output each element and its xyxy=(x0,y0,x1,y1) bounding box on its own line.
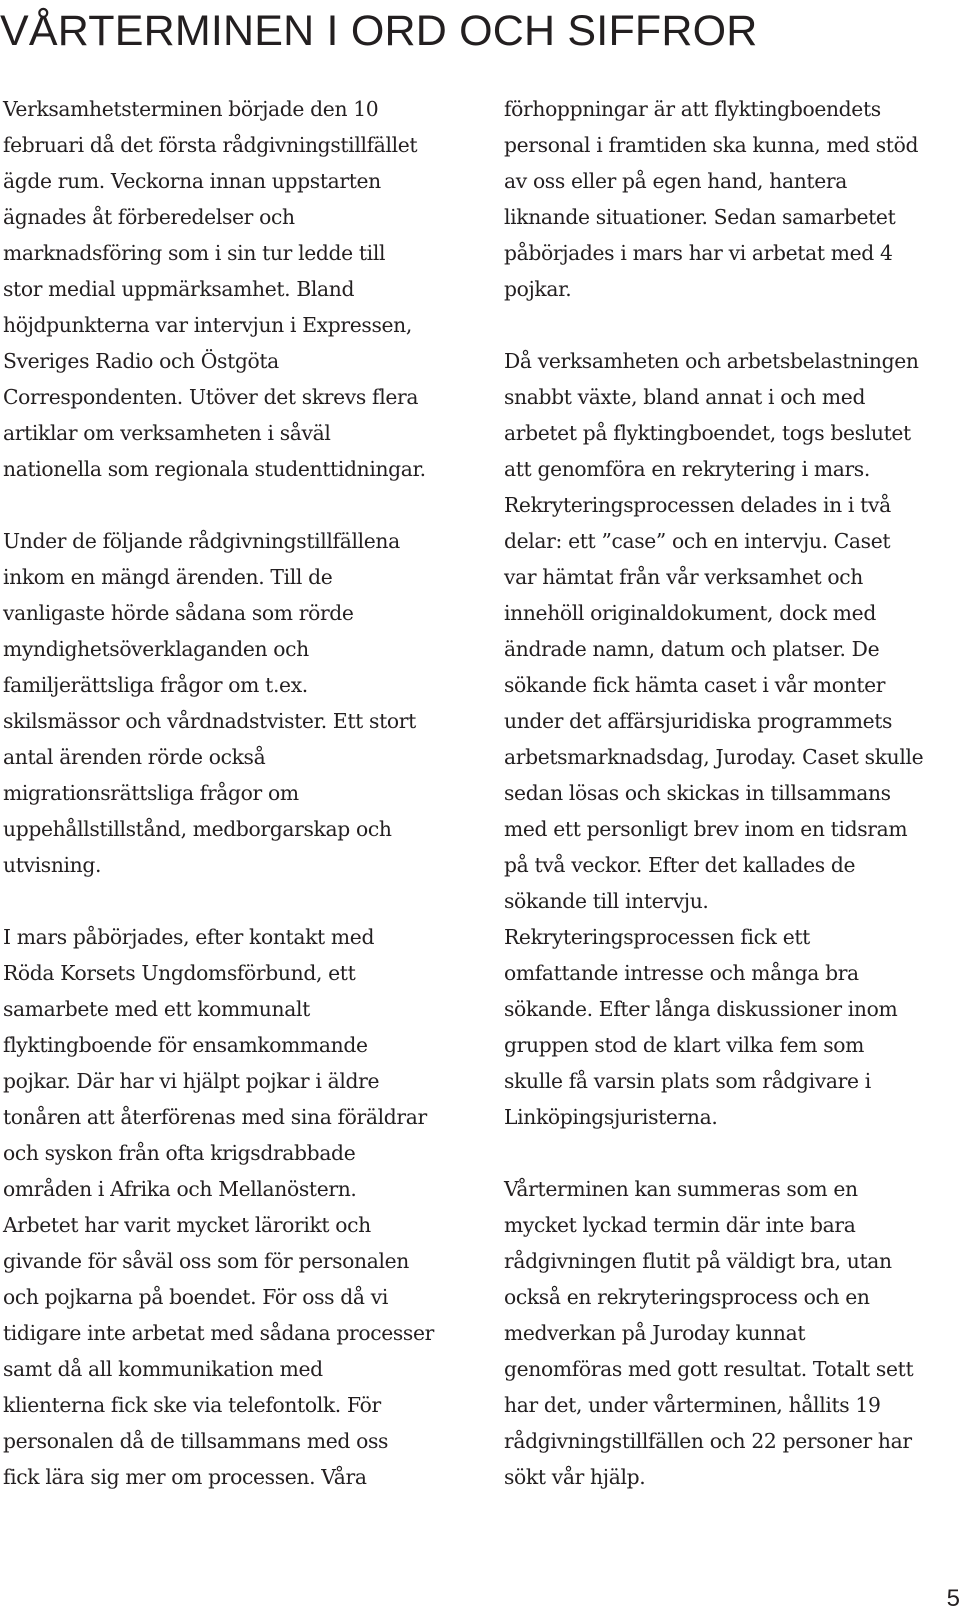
text-line: utvisning. xyxy=(3,853,102,877)
text-line: medverkan på Juroday kunnat xyxy=(504,1321,806,1345)
text-line: Correspondenten. Utöver det skrevs flera xyxy=(3,385,419,409)
text-line: Rekryteringsprocessen delades in i två xyxy=(504,493,891,517)
text-line: av oss eller på egen hand, hantera xyxy=(504,169,847,193)
text-line: arbetsmarknadsdag, Juroday. Caset skulle xyxy=(504,745,924,769)
text-line: samarbete med ett kommunalt xyxy=(3,997,310,1021)
text-line: februari då det första rådgivningstillfället xyxy=(3,133,418,157)
text-line: skilsmässor och vårdnadstvister. Ett stort xyxy=(3,709,416,733)
text-line: innehöll originaldokument, dock med xyxy=(504,601,876,625)
paragraph xyxy=(504,1171,960,1495)
text-line: på två veckor. Efter det kallades de xyxy=(504,853,856,877)
text-line: påbörjades i mars har vi arbetat med 4 xyxy=(504,241,893,265)
text-line: sökt vår hjälp. xyxy=(504,1465,646,1489)
text-line: flyktingboende för ensamkommande xyxy=(3,1033,368,1057)
text-line: tidigare inte arbetat med sådana processer xyxy=(3,1321,434,1345)
text-line: Röda Korsets Ungdomsförbund, ett xyxy=(3,961,356,985)
text-line: vanligaste hörde sådana som rörde xyxy=(3,601,354,625)
text-line: under det affärsjuridiska programmets xyxy=(504,709,893,733)
text-line: nationella som regionala studenttidningar. xyxy=(3,457,426,481)
text-line: skulle få varsin plats som rådgivare i xyxy=(504,1069,871,1093)
page-number: 5 xyxy=(946,1585,960,1612)
text-line: sökande till intervju. xyxy=(504,889,709,913)
text-line: familjerättsliga frågor om t.ex. xyxy=(3,673,308,697)
text-line: klienterna fick ske via telefontolk. För xyxy=(3,1393,381,1417)
text-line: sedan lösas och skickas in tillsammans xyxy=(504,781,891,805)
text-line: förhoppningar är att flyktingboendets xyxy=(504,97,881,121)
text-line: snabbt växte, bland annat i och med xyxy=(504,385,866,409)
text-line: mycket lyckad termin där inte bara xyxy=(504,1213,856,1237)
text-line: arbetet på flyktingboendet, togs beslutet xyxy=(504,421,911,445)
text-line: I mars påbörjades, efter kontakt med xyxy=(3,925,375,949)
text-line: genomföras med gott resultat. Totalt sett xyxy=(504,1357,914,1381)
text-line: rådgivningstillfällen och 22 personer har xyxy=(504,1429,912,1453)
text-line: givande för såväl oss som för personalen xyxy=(3,1249,409,1273)
text-line: Under de följande rådgivningstillfällena xyxy=(3,529,400,553)
text-line: sökande. Efter långa diskussioner inom xyxy=(504,997,898,1021)
text-line: med ett personligt brev inom en tidsram xyxy=(504,817,908,841)
text-line: Då verksamheten och arbetsbelastningen xyxy=(504,349,919,373)
text-line: rådgivningen flutit på väldigt bra, utan xyxy=(504,1249,892,1273)
text-line: och syskon från ofta krigsdrabbade xyxy=(3,1141,356,1165)
text-line: ägde rum. Veckorna innan uppstarten xyxy=(3,169,381,193)
text-line: personal i framtiden ska kunna, med stöd xyxy=(504,133,919,157)
text-line: och pojkarna på boendet. För oss då vi xyxy=(3,1285,388,1309)
text-line: tonåren att återförenas med sina föräldrar xyxy=(3,1105,427,1129)
text-line: pojkar. Där har vi hjälpt pojkar i äldre xyxy=(3,1069,380,1093)
text-line: Sveriges Radio och Östgöta xyxy=(3,349,279,373)
paragraph xyxy=(504,91,960,307)
text-line: ägnades åt förberedelser och xyxy=(3,205,295,229)
left-column xyxy=(3,91,473,1495)
paragraph xyxy=(504,343,960,1135)
text-line: sökande fick hämta caset i vår monter xyxy=(504,673,886,697)
paragraph xyxy=(3,523,473,883)
text-line: stor medial uppmärksamhet. Bland xyxy=(3,277,355,301)
text-line: Arbetet har varit mycket lärorikt och xyxy=(3,1213,371,1237)
text-line: migrationsrättsliga frågor om xyxy=(3,781,299,805)
text-line: liknande situationer. Sedan samarbetet xyxy=(504,205,896,229)
text-line: höjdpunkterna var intervjun i Expressen, xyxy=(3,313,412,337)
text-line: Verksamhetsterminen började den 10 xyxy=(3,97,379,121)
text-line: Rekryteringsprocessen fick ett xyxy=(504,925,810,949)
text-line: fick lära sig mer om processen. Våra xyxy=(3,1465,367,1489)
text-line: samt då all kommunikation med xyxy=(3,1357,323,1381)
text-line: pojkar. xyxy=(504,277,572,301)
text-line: också en rekryteringsprocess och en xyxy=(504,1285,870,1309)
text-line: personalen då de tillsammans med oss xyxy=(3,1429,389,1453)
text-line: att genomföra en rekrytering i mars. xyxy=(504,457,870,481)
text-line: antal ärenden rörde också xyxy=(3,745,266,769)
page-title: VÅRTERMINEN I ORD OCH SIFFROR xyxy=(0,7,758,55)
text-line: ändrade namn, datum och platser. De xyxy=(504,637,880,661)
text-line: inkom en mängd ärenden. Till de xyxy=(3,565,333,589)
paragraph xyxy=(3,91,473,487)
right-column xyxy=(504,91,960,1495)
text-line: marknadsföring som i sin tur ledde till xyxy=(3,241,386,265)
text-line: uppehållstillstånd, medborgarskap och xyxy=(3,817,392,841)
text-line: delar: ett ”case” och en intervju. Caset xyxy=(504,529,891,553)
text-line: gruppen stod de klart vilka fem som xyxy=(504,1033,865,1057)
text-line: artiklar om verksamheten i såväl xyxy=(3,421,331,445)
paragraph xyxy=(3,919,473,1495)
text-line: Vårterminen kan summeras som en xyxy=(504,1177,858,1201)
text-line: områden i Afrika och Mellanöstern. xyxy=(3,1177,357,1201)
text-line: omfattande intresse och många bra xyxy=(504,961,859,985)
text-line: var hämtat från vår verksamhet och xyxy=(504,565,863,589)
text-line: Linköpingsjuristerna. xyxy=(504,1105,718,1129)
text-line: myndighetsöverklaganden och xyxy=(3,637,309,661)
text-line: har det, under vårterminen, hållits 19 xyxy=(504,1393,881,1417)
